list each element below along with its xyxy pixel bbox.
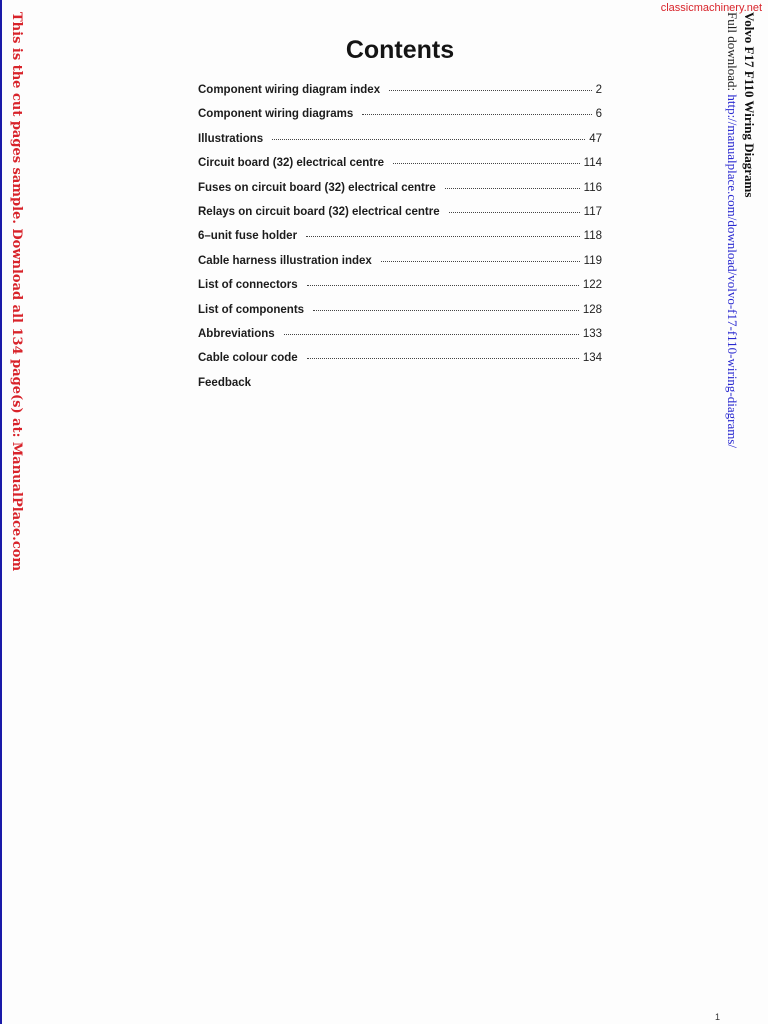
toc-entry-label: Relays on circuit board (32) electrical centre bbox=[198, 205, 440, 218]
toc-entry[interactable] bbox=[198, 352, 602, 376]
toc-page-number: 119 bbox=[583, 254, 602, 267]
sample-watermark-text: This is the cut pages sample. Download all 134 page(s) at: ManualPlace.com bbox=[9, 12, 24, 572]
site-watermark: classicmachinery.net bbox=[660, 2, 762, 14]
toc-entry[interactable] bbox=[198, 108, 602, 132]
toc-entry[interactable] bbox=[198, 206, 602, 230]
toc-dot-leader bbox=[445, 188, 580, 189]
toc-entry[interactable] bbox=[198, 279, 602, 303]
toc-dot-leader bbox=[307, 358, 579, 359]
toc-entry[interactable] bbox=[198, 230, 602, 254]
toc-dot-leader bbox=[389, 90, 591, 91]
toc-page-number: 128 bbox=[582, 303, 602, 316]
toc-entry[interactable] bbox=[198, 255, 602, 279]
page-number: 1 bbox=[714, 1012, 720, 1022]
toc-dot-leader bbox=[362, 114, 591, 115]
toc-page-number: 122 bbox=[582, 279, 602, 292]
toc-entry-label: Fuses on circuit board (32) electrical centre bbox=[198, 181, 436, 194]
toc-entry[interactable] bbox=[198, 377, 602, 401]
toc-entry-label: Component wiring diagrams bbox=[198, 108, 354, 121]
toc-entry-label: Cable harness illustration index bbox=[198, 254, 372, 267]
toc-dot-leader bbox=[306, 236, 580, 237]
toc-page-number: 47 bbox=[589, 132, 602, 145]
toc-entry[interactable] bbox=[198, 84, 602, 108]
table-of-contents bbox=[198, 84, 602, 401]
toc-entry-label: Component wiring diagram index bbox=[198, 84, 381, 96]
toc-page-number: 133 bbox=[582, 327, 602, 340]
download-link[interactable]: http://manualplace.com/download/volvo-f17-f110-wiring-diagrams/ bbox=[725, 94, 740, 449]
manual-title: Volvo F17 F110 Wiring Diagrams bbox=[742, 12, 757, 198]
toc-dot-leader bbox=[381, 261, 580, 262]
toc-entry[interactable] bbox=[198, 304, 602, 328]
toc-entry-label: Abbreviations bbox=[198, 327, 275, 340]
toc-entry-label: Circuit board (32) electrical centre bbox=[198, 157, 384, 170]
download-watermark bbox=[724, 12, 758, 512]
toc-dot-leader bbox=[284, 334, 579, 335]
toc-entry-label: List of connectors bbox=[198, 279, 298, 292]
toc-entry[interactable] bbox=[198, 157, 602, 181]
toc-dot-leader bbox=[272, 139, 585, 140]
toc-entry[interactable] bbox=[198, 182, 602, 206]
toc-page-number: 2 bbox=[595, 84, 602, 96]
download-line bbox=[724, 12, 741, 512]
toc-page-number: 116 bbox=[583, 181, 602, 194]
toc-entry-label: List of components bbox=[198, 303, 305, 316]
toc-page-number: 134 bbox=[582, 352, 602, 365]
toc-page-number: 114 bbox=[583, 157, 602, 170]
download-label: Full download: bbox=[725, 12, 740, 95]
toc-dot-leader bbox=[449, 212, 580, 213]
toc-page-number: 118 bbox=[583, 230, 602, 243]
toc-entry[interactable] bbox=[198, 328, 602, 352]
toc-entry-label: Cable colour code bbox=[198, 352, 298, 365]
toc-page-number: 117 bbox=[583, 205, 602, 218]
toc-dot-leader bbox=[393, 163, 580, 164]
toc-entry[interactable] bbox=[198, 133, 602, 157]
toc-entry-label: 6–unit fuse holder bbox=[198, 230, 298, 243]
toc-dot-leader bbox=[313, 310, 579, 311]
toc-entry-label: Illustrations bbox=[198, 132, 264, 145]
toc-entry-label: Feedback bbox=[198, 376, 252, 389]
toc-dot-leader bbox=[307, 285, 579, 286]
toc-page-number: 6 bbox=[595, 108, 602, 121]
page-title: Contents bbox=[345, 36, 455, 64]
